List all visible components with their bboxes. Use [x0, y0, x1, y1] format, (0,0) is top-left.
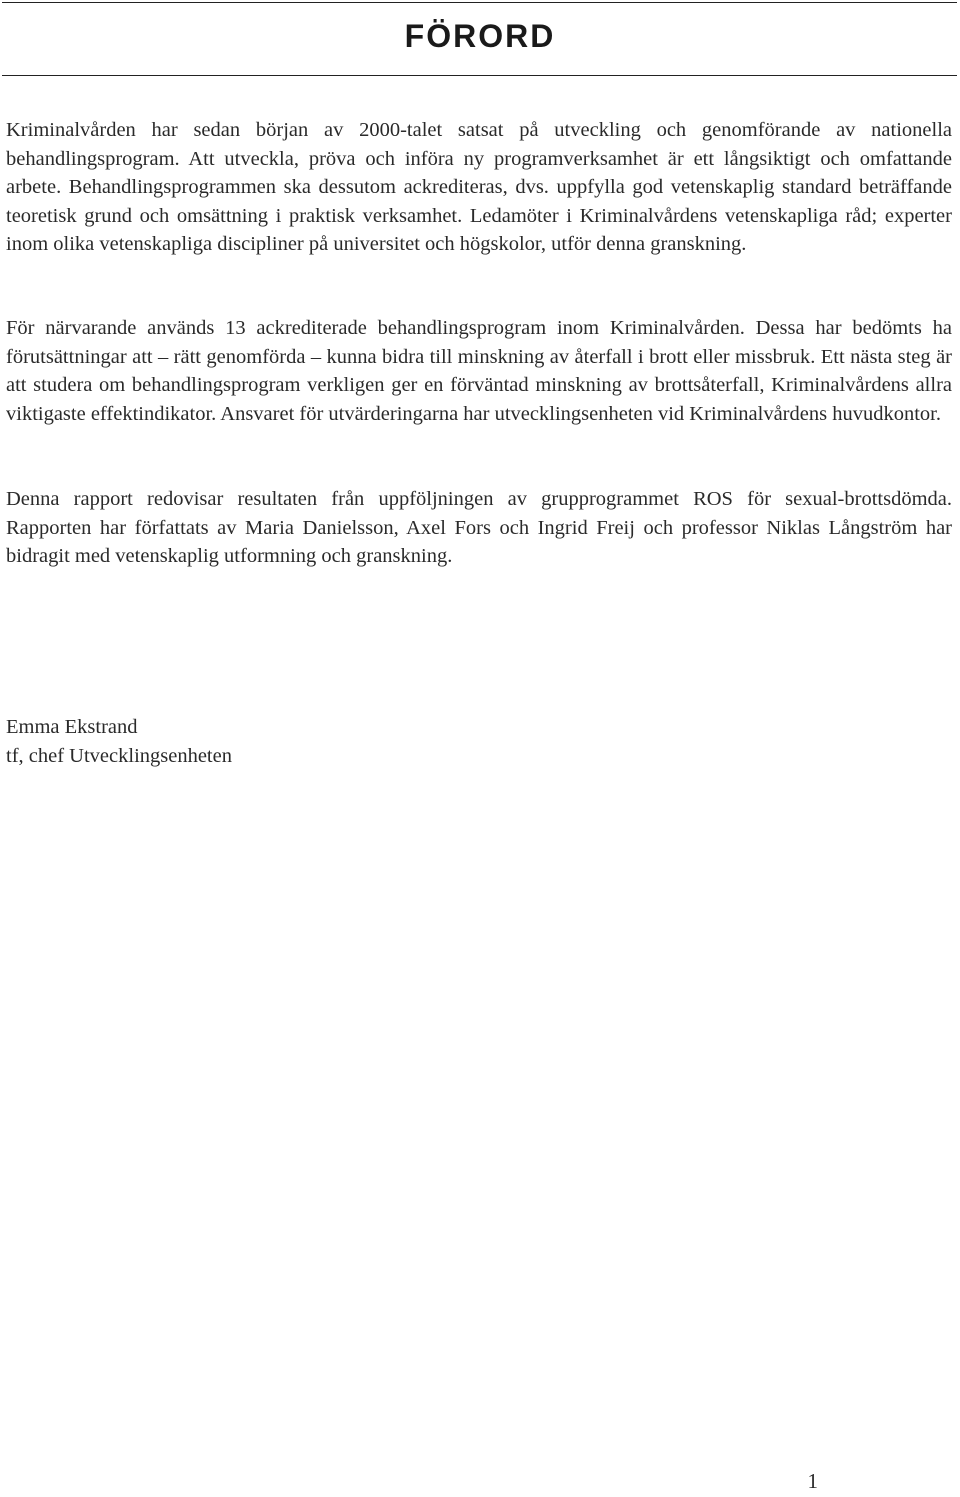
paragraph-intro: Kriminalvården har sedan början av 2000-talet satsat på utveckling och genomförande av nationella behandlingsprogram. Att utveckla, pröva och införa ny programverksamhet är ett långsiktigt och omfattande arbete. Behandlingsprogrammen ska dessutom ackrediteras, dvs. uppfylla god vetenskaplig standard beträffande teoretisk grund och omsättning i praktisk verksamhet. Ledamöter i Kriminalvårdens vetenskapliga råd; experter inom olika vetenskapliga discipliner på universitet och högskolor, utför denna granskning. — [6, 119, 952, 256]
page-number: 1 — [807, 1469, 818, 1493]
signature-block — [6, 713, 232, 770]
paragraph-report: Denna rapport redovisar resultaten från uppföljningen av grupprogrammet ROS för sexual-brottsdömda. Rapporten har författats av Maria Danielsson, Axel Fors och Ingrid Freij och professor Niklas Långström har bidragit med vetenskaplig utformning och granskning. — [6, 488, 952, 568]
signature-name: Emma Ekstrand — [6, 716, 138, 738]
signature-role: tf, chef Utvecklingsenheten — [6, 744, 232, 767]
title-rule-top — [2, 2, 957, 3]
paragraph-programs: För närvarande används 13 ackrediterade behandlingsprogram inom Kriminalvården. Dessa har bedömts ha förutsättningar att – rätt genomförda – kunna bidra till minskning av återfall i brott eller missbruk. Ett nästa steg är att studera om behandlingsprogram verkligen ger en förväntad minskning av brottsåterfall, Kriminalvårdens allra viktigaste effektindikator. Ansvaret för utvärderingarna har utvecklingsenheten vid Kriminalvårdens huvudkontor. — [6, 317, 952, 425]
title-rule-bottom — [2, 75, 957, 76]
page-title: FÖRORD — [404, 18, 556, 54]
